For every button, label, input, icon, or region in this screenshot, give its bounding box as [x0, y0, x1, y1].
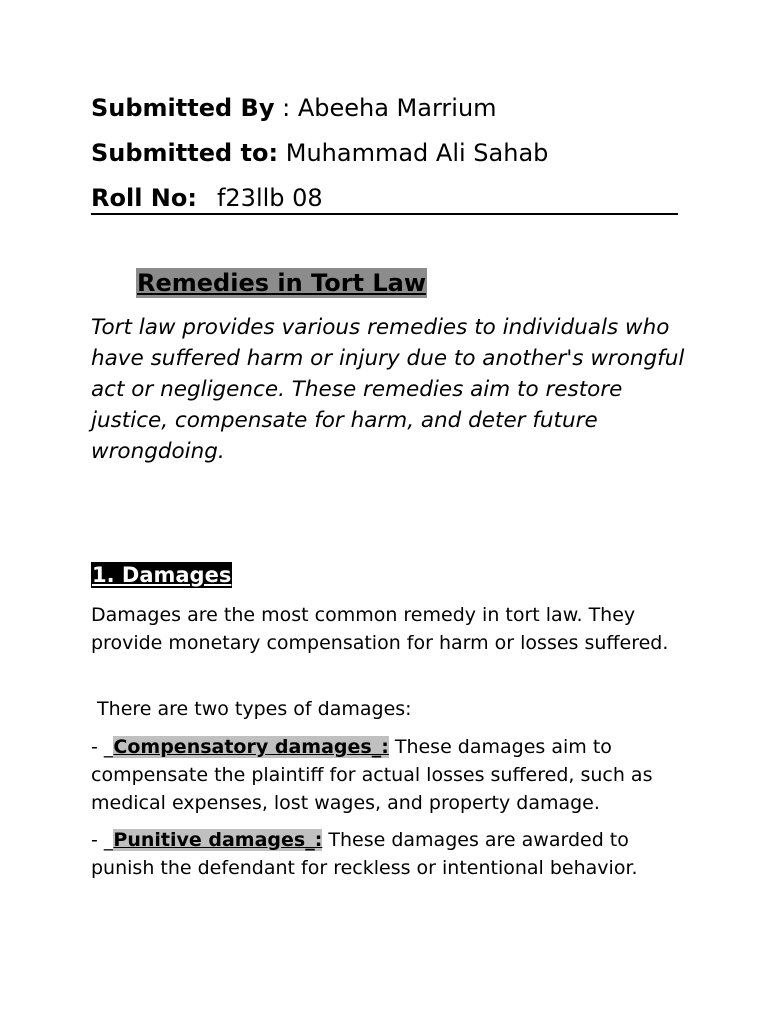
roll-no-value: f23llb 08	[216, 184, 323, 212]
types-intro-paragraph: There are two types of damages:	[91, 698, 412, 720]
roll-no-label: Roll No:	[91, 184, 197, 212]
submitted-by-line	[91, 93, 497, 123]
intro-paragraph: Tort law provides various remedies to individuals who have suffered harm or injury due to another's wrongful act or negligence. These remedies aim to restore justice, compensate for harm, and deter future wrongdoing.	[91, 315, 685, 464]
submitted-by-value: Abeeha Marrium	[297, 94, 497, 122]
submitted-to-label: Submitted to:	[91, 139, 279, 167]
submitted-by-label: Submitted By	[91, 94, 275, 122]
list-item-compensatory	[91, 733, 691, 817]
document-title: Remedies in Tort Law	[137, 269, 427, 297]
submitted-to-line	[91, 138, 548, 168]
list-prefix: - _	[91, 829, 114, 851]
section-heading-damages: 1. Damages	[92, 563, 232, 587]
submitted-by-separator: :	[274, 94, 298, 122]
term-punitive: Punitive damages_:	[113, 829, 323, 851]
term-compensatory: Compensatory damages_:	[113, 736, 389, 758]
term-description: These damages are awarded to punish the defendant for reckless or intentional behavior.	[91, 829, 638, 879]
submitted-to-value: Muhammad Ali Sahab	[278, 139, 549, 167]
roll-no-line	[91, 183, 323, 213]
term-description: These damages aim to compensate the plaintiff for actual losses suffered, such as medical expenses, lost wages, and property damage.	[91, 736, 653, 814]
damages-paragraph: Damages are the most common remedy in tort law. They provide monetary compensation for harm or losses suffered.	[91, 604, 669, 654]
header-divider	[91, 213, 678, 215]
list-item-punitive	[91, 826, 691, 882]
list-prefix: - _	[91, 736, 114, 758]
